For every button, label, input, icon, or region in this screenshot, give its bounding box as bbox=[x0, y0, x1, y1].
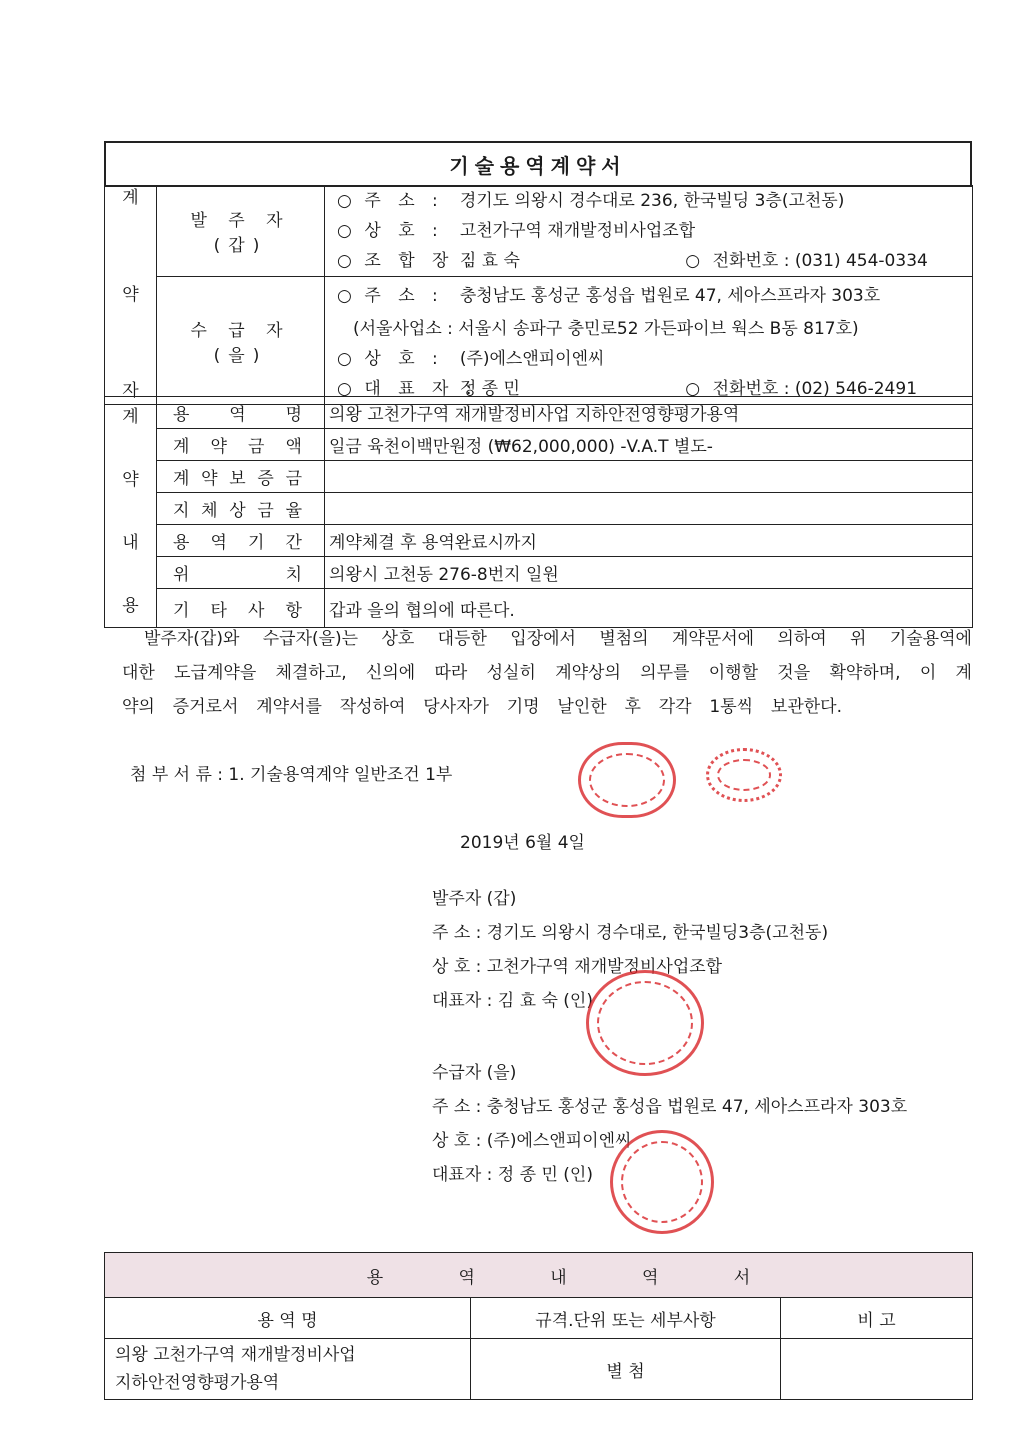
side-char: 계 bbox=[122, 407, 139, 427]
contractor-label: 수 급 자 (을) bbox=[157, 277, 325, 405]
employer-company: 고천가구역 재개발정비사업조합 bbox=[459, 221, 696, 241]
employer-address-line bbox=[325, 186, 973, 217]
employer-rep: 김 효 숙 bbox=[459, 251, 520, 271]
contractor-address: 충청남도 홍성군 홍성읍 법원로 47, 세아스프라자 303호 bbox=[459, 285, 881, 306]
circle-icon: ○ bbox=[337, 285, 352, 306]
employer-sig-heading: 발주자 (갑) bbox=[432, 889, 517, 909]
side-char: 약 bbox=[122, 470, 139, 490]
circle-icon: ○ bbox=[685, 379, 701, 399]
row-label-penalty-rate: 지 체 상 금 율 bbox=[157, 493, 325, 525]
circle-icon: ○ bbox=[685, 251, 701, 271]
seal-stamp-icon bbox=[610, 1130, 714, 1234]
employer-address-label: 주 소 : bbox=[364, 191, 444, 211]
amount-value: 일금 육천이백만원정 (₩62,000,000) -V.A.T 별도- bbox=[325, 429, 973, 461]
attachment-line: 첨 부 서 류 : 1. 기술용역계약 일반조건 1부 bbox=[130, 765, 453, 785]
seal-stamp-icon bbox=[578, 742, 676, 818]
circle-icon: ○ bbox=[337, 349, 352, 369]
contractor-rep: 정 종 민 bbox=[459, 379, 520, 399]
contractor-sig-company: 상 호 : (주)에스앤피이엔씨 bbox=[432, 1131, 632, 1151]
penalty-rate-value bbox=[325, 493, 973, 525]
parties-table bbox=[104, 185, 973, 405]
col-header-note: 비 고 bbox=[781, 1298, 973, 1339]
contractor-sig-rep: 대표자 : 정 종 민 (인) bbox=[432, 1165, 593, 1185]
side-char: 계 bbox=[122, 188, 139, 208]
circle-icon: ○ bbox=[337, 251, 352, 271]
contractor-phone-label: 전화번호 : bbox=[712, 379, 790, 399]
detail-row-spec: 별 첨 bbox=[471, 1339, 781, 1400]
title-table bbox=[104, 141, 972, 187]
row-label-deposit: 계 약 보 증 금 bbox=[157, 461, 325, 493]
service-detail-table bbox=[104, 1252, 973, 1400]
detail-heading: 용 역 내 역 서 bbox=[105, 1253, 973, 1298]
employer-sig-address: 주 소 : 경기도 의왕시 경수대로, 한국빌딩3층(고천동) bbox=[432, 923, 829, 943]
contractor-company-label: 상 호 : bbox=[364, 349, 444, 369]
row-label-amount: 계 약 금 액 bbox=[157, 429, 325, 461]
service-name-value: 의왕 고천가구역 재개발정비사업 지하안전영향평가용역 bbox=[325, 397, 973, 429]
paragraph-line-3: 약의 증거로서 계약서를 작성하여 당사자가 기명 날인한 후 각각 1통씩 보관한다. bbox=[122, 697, 842, 717]
employer-company-line bbox=[325, 216, 973, 246]
contractor-sig-address: 주 소 : 충청남도 홍성군 홍성읍 법원로 47, 세아스프라자 303호 bbox=[432, 1097, 908, 1117]
employer-sig-rep: 대표자 : 김 효 숙 (인) bbox=[432, 991, 593, 1011]
location-value: 의왕시 고천동 276-8번지 일원 bbox=[325, 557, 973, 589]
contractor-company-line bbox=[325, 344, 973, 374]
contract-date: 2019년 6월 4일 bbox=[460, 833, 585, 853]
employer-rep-line bbox=[325, 246, 973, 277]
employer-phone: (031) 454-0334 bbox=[794, 251, 928, 271]
employer-label: 발 주 자 (갑) bbox=[157, 186, 325, 277]
row-label-other: 기 타 사 항 bbox=[157, 589, 325, 628]
col-header-name: 용 역 명 bbox=[105, 1298, 471, 1339]
employer-address: 경기도 의왕시 경수대로 236, 한국빌딩 3층(고천동) bbox=[459, 191, 845, 211]
row-label-location: 위 치 bbox=[157, 557, 325, 589]
content-side-label bbox=[105, 397, 157, 628]
col-header-spec: 규격.단위 또는 세부사항 bbox=[471, 1298, 781, 1339]
parties-side-label bbox=[105, 186, 157, 405]
contractor-branch: (서울사업소 : 서울시 송파구 충민로52 가든파이브 웍스 B동 817호) bbox=[325, 314, 973, 344]
circle-icon: ○ bbox=[337, 379, 352, 399]
circle-icon: ○ bbox=[337, 221, 352, 241]
detail-row-note bbox=[781, 1339, 973, 1400]
row-label-service-name: 용 역 명 bbox=[157, 397, 325, 429]
contractor-company: (주)에스앤피이엔씨 bbox=[459, 349, 605, 369]
side-char: 약 bbox=[122, 284, 139, 305]
row-label-period: 용 역 기 간 bbox=[157, 525, 325, 557]
paragraph-line-1: 발주자(갑)와 수급자(을)는 상호 대등한 입장에서 별첨의 계약문서에 의하여 위 기술용역에 bbox=[144, 629, 972, 649]
employer-rep-label: 조 합 장 : bbox=[364, 251, 478, 271]
period-value: 계약체결 후 용역완료시까지 bbox=[325, 525, 973, 557]
contract-content-table bbox=[104, 396, 973, 628]
side-char: 자 bbox=[122, 381, 139, 401]
contractor-phone: (02) 546-2491 bbox=[794, 379, 918, 399]
detail-row-name: 의왕 고천가구역 재개발정비사업 지하안전영향평가용역 bbox=[105, 1339, 471, 1400]
other-value: 갑과 을의 협의에 따른다. bbox=[325, 589, 973, 628]
contractor-address-label: 주 소 : bbox=[364, 285, 444, 306]
contractor-rep-label: 대 표 자 : bbox=[364, 379, 478, 399]
side-char: 용 bbox=[122, 596, 139, 616]
seal-stamp-icon bbox=[706, 748, 782, 802]
side-char: 내 bbox=[122, 533, 139, 553]
document-title: 기술용역계약서 bbox=[105, 142, 971, 187]
deposit-value bbox=[325, 461, 973, 493]
contractor-sig-heading: 수급자 (을) bbox=[432, 1063, 517, 1083]
paragraph-line-2: 대한 도급계약을 체결하고, 신의에 따라 성실히 계약상의 의무를 이행할 것을 확약하며, 이 계 bbox=[122, 663, 972, 683]
employer-sig-company: 상 호 : 고천가구역 재개발정비사업조합 bbox=[432, 957, 723, 977]
circle-icon: ○ bbox=[337, 191, 352, 211]
contractor-address-line bbox=[325, 277, 973, 315]
agreement-paragraph bbox=[104, 622, 972, 724]
employer-company-label: 상 호 : bbox=[364, 221, 444, 241]
employer-phone-label: 전화번호 : bbox=[712, 251, 790, 271]
